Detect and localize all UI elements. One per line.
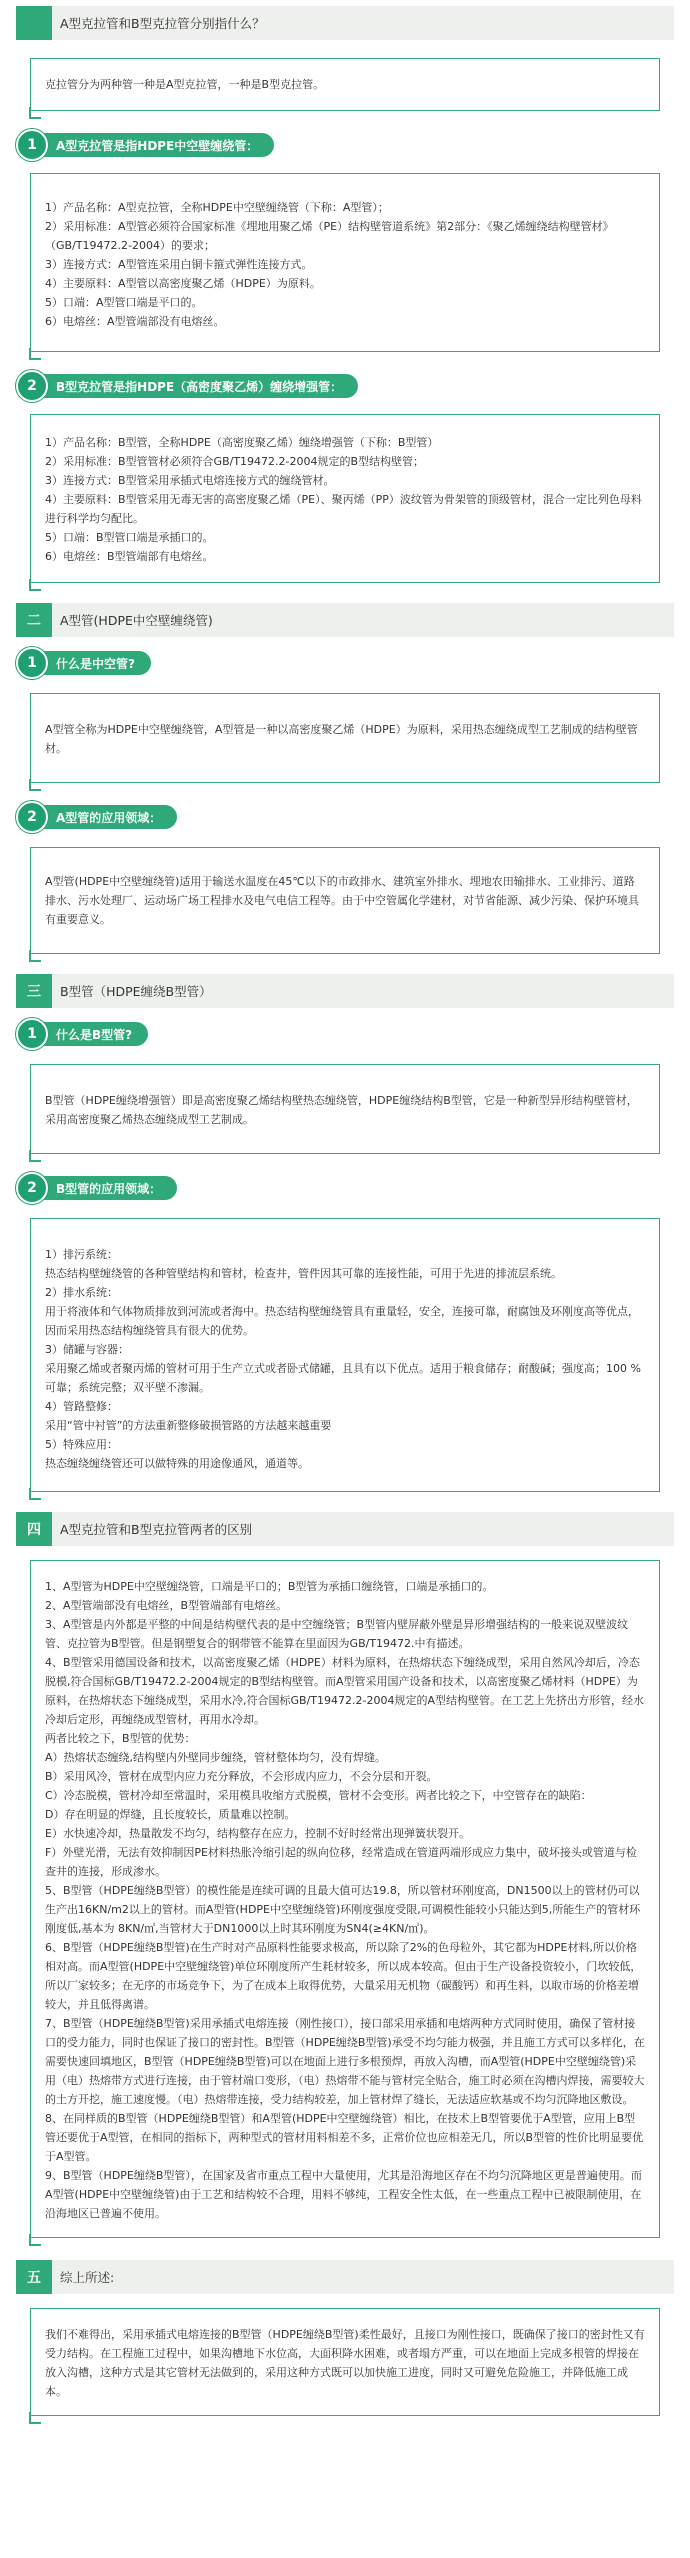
subsection-header	[16, 372, 690, 400]
content-box	[30, 173, 660, 352]
subsection-number: 2	[16, 370, 48, 402]
section-number	[16, 6, 52, 40]
content-box	[30, 1064, 660, 1154]
paragraph: 1）产品名称：B型管，全称HDPE（高密度聚乙烯）缠绕增强管（下称：B型管）	[45, 436, 439, 449]
paragraph: 5）口端：B型管口端是承插口的。	[45, 531, 214, 544]
content-box	[30, 693, 660, 783]
paragraph: 4）主要原料：B型管采用无毒无害的高密度聚乙烯（PE）、聚丙烯（PP）波纹管为骨架管的顶级管材，混合一定比列色母料进行科学均匀配比。	[45, 493, 642, 525]
section-title: A型管(HDPE中空壁缠绕管)	[60, 613, 213, 628]
paragraph: 1）排污系统：	[45, 1248, 118, 1261]
paragraph: 1、A型管为HDPE中空壁缠绕管，口端是平口的；B型管为承插口缠绕管，口端是承插口的。	[45, 1580, 494, 1593]
section-title: B型管（HDPE缠绕B型管）	[60, 984, 212, 999]
paragraph: A型管全称为HDPE中空壁缠绕管，A型管是一种以高密度聚乙烯（HDPE）为原料，采用热态缠绕成型工艺制成的结构壁管材。	[45, 723, 638, 755]
paragraph: 1）产品名称：A型克拉管，全称HDPE中空壁缠绕管（下称：A型管）；	[45, 201, 389, 214]
paragraph: C）冷态脱模，管材冷却至常温时，采用模具收缩方式脱模，管材不会变形。两者比较之下，中空管存在的缺陷：	[45, 1789, 592, 1802]
subsection-header	[16, 1174, 690, 1202]
section-header	[16, 2260, 674, 2294]
paragraph: 4、B型管采用德国设备和技术，以高密度聚乙烯（HDPE）材料为原料，在热熔状态下缠绕成型，采用自然风冷却后，冷态脱模,符合国标GB/T19472.2-2004规定的B型结构壁管。而A型管采用国产设备和技术，以高密度聚乙烯材料（HDPE）为原料，在热熔状态下缠绕成型，采用水冷,符合国标GB/T19472.2-2004规定的A型结构壁管。在工艺上先挤出方形管，经水冷却后定形，再缠绕成型管材，再用水冷却。	[45, 1656, 644, 1726]
paragraph: 2）采用标准：B型管管材必须符合GB/T19472.2-2004规定的B型结构壁管；	[45, 455, 425, 468]
paragraph: D）存在明显的焊缝，且长度较长，质量难以控制。	[45, 1808, 296, 1821]
paragraph: B型管（HDPE缠绕增强管）即是高密度聚乙烯结构壁热态缠绕管，HDPE缠绕结构B型管，它是一种新型异形结构壁管材，采用高密度聚乙烯热态缠绕成型工艺制成。	[45, 1094, 638, 1126]
paragraph: 2、A型管端部没有电熔丝，B型管端部有电熔丝。	[45, 1599, 288, 1612]
section-number: 二	[16, 603, 52, 637]
paragraph: 6）电熔丝：A型管端部没有电熔丝。	[45, 315, 225, 328]
subsection-title: 什么是中空管?	[38, 651, 151, 675]
paragraph: 4）管路整修：	[45, 1400, 118, 1413]
content-box	[30, 2308, 660, 2416]
paragraph: 8、在同样质的B型管（HDPE缠绕B型管）和A型管(HDPE中空壁缠绕管）相比，在技术上B型管要优于A型管，应用上B型管还要优于A型管，在相同的指标下，两种型式的管材用料相差不多，正常价位也应相差无几，所以B型管的性价比明显要优于A型管。	[45, 2112, 644, 2163]
paragraph: B）采用风冷，管材在成型内应力充分释放，不会形成内应力，不会分层和开裂。	[45, 1770, 438, 1783]
subsection-header	[16, 649, 690, 677]
subsection-title: B型克拉管是指HDPE（高密度聚乙烯）缠绕增强管：	[38, 374, 358, 398]
paragraph: 克拉管分为两种管一种是A型克拉管，一种是B型克拉管。	[45, 78, 325, 91]
paragraph: 采用“管中衬管”的方法重新整修破损管路的方法越来越重要	[45, 1419, 332, 1432]
paragraph: 热态结构壁缠绕管的各种管壁结构和管材，检查井，管件因其可靠的连接性能，可用于先进的排流层系统。	[45, 1267, 562, 1280]
subsection-header	[16, 1020, 690, 1048]
subsection-number: 2	[16, 801, 48, 833]
content-box	[30, 414, 660, 583]
paragraph: 9、B型管（HDPE缠绕B型管），在国家及省市重点工程中大量使用，尤其是沿海地区存在不均匀沉降地区更是普遍使用。而A型管(HDPE中空壁缠绕管)由于工艺和结构较不合理，用料不够纯，工程安全性太低，在一些重点工程中已被限制使用，在沿海地区已普遍不使用。	[45, 2169, 642, 2220]
paragraph: 5、B型管（HDPE缠绕B型管）的模性能是连续可调的且最大值可达19.8，所以管材环刚度高，DN1500以上的管材仍可以生产出16KN/m2以上的管材。而A型管(HDPE中空壁缠绕管)环刚度强度受限,可调模性能较小只能达到5,所能生产的管材环刚度低,基本为 8KN/㎡,当管材大于DN1000以上时其环刚度为SN4(≥4KN/㎡)。	[45, 1884, 641, 1935]
paragraph: 热态缠绕缠绕管还可以做特殊的用途像通风，通道等。	[45, 1457, 309, 1470]
paragraph: 用于将液体和气体物质排放到河流或者海中。热态结构壁缠绕管具有重量轻，安全，连接可靠，耐腐蚀及环刚度高等优点，因而采用热态结构缠绕管具有很大的优势。	[45, 1305, 639, 1337]
subsection-header	[16, 131, 690, 159]
paragraph: 6）电熔丝：B型管端部有电熔丝。	[45, 550, 214, 563]
paragraph: 2）排水系统：	[45, 1286, 118, 1299]
content-box	[30, 847, 660, 954]
section-title: 综上所述:	[60, 2270, 115, 2285]
paragraph: A）热熔状态缠绕,结构壁内外壁同步缠绕，管材整体均匀，没有焊缝。	[45, 1751, 387, 1764]
subsection-number: 1	[16, 129, 48, 161]
paragraph: 5）特殊应用：	[45, 1438, 118, 1451]
subsection-title: 什么是B型管?	[38, 1022, 148, 1046]
paragraph: 2）采用标准：A型管必须符合国家标准《埋地用聚乙烯（PE）结构壁管道系统》第2部分：《聚乙烯缠绕结构壁管材》（GB/T19472.2-2004）的要求；	[45, 220, 614, 252]
paragraph: 3）连接方式：A型管连采用白铜卡箍式弹性连接方式。	[45, 258, 313, 271]
paragraph: 3、A型管是内外都是平整的中间是结构壁代表的是中空缠绕管；B型管内壁屏蔽外壁是异形增强结构的一般来说双壁波纹管、克拉管为B型管。但是钢塑复合的钢带管不能算在里面因为GB/T19472.中有描述。	[45, 1618, 629, 1650]
paragraph: 采用聚乙烯或者聚丙烯的管材可用于生产立式或者卧式储罐，且具有以下优点。适用于粮食储存；耐酸碱；强度高；100 % 可靠；系统完整；双平壁不渗漏。	[45, 1362, 641, 1394]
subsection-number: 1	[16, 1018, 48, 1050]
subsection-title: A型管的应用领域：	[38, 805, 177, 829]
section-header	[16, 974, 674, 1008]
section-header	[16, 603, 674, 637]
subsection-header	[16, 803, 690, 831]
paragraph: 5）口端：A型管口端是平口的。	[45, 296, 203, 309]
subsection-title: A型克拉管是指HDPE中空壁缠绕管：	[38, 133, 274, 157]
paragraph: 我们不难得出，采用承插式电熔连接的B型管（HDPE缠绕B型管)柔性最好，且接口为刚性接口，既确保了接口的密封性又有受力结构。在工程施工过程中，如果沟槽地下水位高，大面积降水困难，或者塌方严重，可以在地面上完成多根管的焊接在放入沟槽，这种方式是其它管材无法做到的，采用这种方式既可以加快施工进度，同时又可避免危险施工，并降低施工成本。	[45, 2328, 645, 2398]
subsection-number: 2	[16, 1172, 48, 1204]
section-header	[16, 1512, 674, 1546]
paragraph: 3）连接方式：B型管采用承插式电熔连接方式的缠绕管材。	[45, 474, 335, 487]
paragraph: A型管(HDPE中空壁缠绕管)适用于输送水温度在45℃以下的市政排水、建筑室外排水、埋地农田输排水、工业排污、道路排水、污水处理厂、运动场广场工程排水及电气电信工程等。由于中空管属化学建材，对节省能源、减少污染、保护环境具有重要意义。	[45, 875, 639, 926]
section-number: 三	[16, 974, 52, 1008]
section-title: A型克拉管和B型克拉管两者的区别	[60, 1522, 253, 1537]
subsection-number: 1	[16, 647, 48, 679]
paragraph: 4）主要原料：A型管以高密度聚乙烯（HDPE）为原料。	[45, 277, 321, 290]
paragraph: 3）储罐与容器：	[45, 1343, 129, 1356]
section-title: A型克拉管和B型克拉管分别指什么？	[60, 16, 265, 31]
paragraph: 两者比较之下，B型管的优势：	[45, 1732, 196, 1745]
content-box	[30, 58, 660, 111]
content-box	[30, 1560, 660, 2238]
subsection-title: B型管的应用领域：	[38, 1176, 177, 1200]
paragraph: 7、B型管（HDPE缠绕B型管)采用承插式电熔连接（刚性接口），接口部采用承插和电熔两种方式同时使用，确保了管材接口的受力能力，同时也保证了接口的密封性。B型管（HDPE缠绕B型管)承受不均匀能力极强，并且施工方式可以多样化，在需要快速回填地区，B型管（HDPE缠绕B型管)可以在地面上进行多根预焊，再放入沟槽，而A型管(HDPE中空壁缠绕管)采用（电）热熔带方式进行连接，由于管材端口变形，（电）热熔带不能与管材完全贴合，施工时必须在沟槽内焊接，需要较大的土方开挖，施工速度慢。（电）热熔带连接，受力结构较差，加上管材焊了缝长，无法适应软基或不均匀沉降地区敷设。	[45, 2017, 645, 2106]
article	[0, 6, 690, 2416]
paragraph: F）外壁光滑，无法有效抑制因PE材料热胀冷缩引起的纵向位移，经常造成在管道两端形成应力集中，破坏接头或管道与检查井的连接，形成渗水。	[45, 1846, 637, 1878]
content-box	[30, 1218, 660, 1492]
section-number: 四	[16, 1512, 52, 1546]
section-number: 五	[16, 2260, 52, 2294]
section-header	[16, 6, 674, 40]
paragraph: 6、B型管（HDPE缠绕B型管)在生产时对产品原料性能要求极高，所以除了2%的色母粒外，其它都为HDPE材料,所以价格相对高。而A型管(HDPE中空壁缠绕管)单位环刚度所产生耗材较多，所以成本较高。但由于生产设备投资较小，门坎较低，所以厂家较多；在无序的市场竞争下，为了在成本上取得优势，大量采用无机物（碳酸钙）和再生料，以取市场的价格差增较大，并且低得离谱。	[45, 1941, 642, 2011]
paragraph: E）水快速冷却，热量散发不均匀，结构整存在应力，控制不好时经常出现弹簧状裂开。	[45, 1827, 470, 1840]
